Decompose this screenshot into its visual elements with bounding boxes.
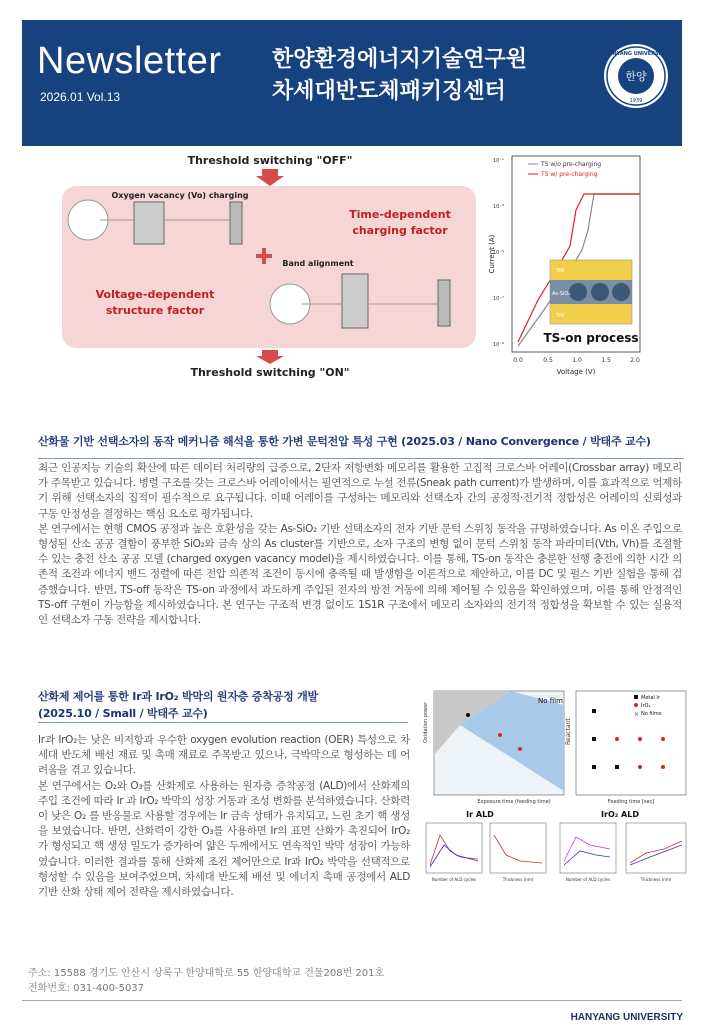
article2-body [38,733,410,900]
oxidation-power-label: Oxidation power [423,701,429,743]
seal-center-text: 한양 [625,70,647,83]
university-seal-logo [602,42,670,110]
y-tick-2: 10⁻³ [492,204,504,210]
x-axis-label: Voltage (V) [556,368,596,376]
header-banner [22,20,682,146]
phone-number: 전화번호: 031-400-5037 [28,983,145,994]
legend-without: TS w/o pre-charging [541,161,602,168]
marker-iro2 [518,747,522,751]
iv-curve-figure [484,150,644,382]
org-name-line1: 한양환경에너지기술연구원 [272,47,528,72]
voltage-dependent-line2: structure factor [105,304,205,317]
inset-cluster [569,283,587,301]
article2-paragraph: Ir과 IrO₂는 낮은 비저항과 우수한 oxygen evolution reaction (OER) 특성으로 차세대 반도체 배선 재료 및 촉매 재료로 주목받고 있으나, 극박막으로 형성하는 데 어려움을 겪고 있습니다. [38,734,410,777]
ir-ald-label: Ir ALD [466,810,494,819]
org-name-line2: 차세대반도체패키징센터 [272,79,506,104]
seal-ring-text: HANYANG UNIVERSITY [604,51,668,57]
issue-number: 2026.01 Vol.13 [40,90,121,104]
ts-on-label: Threshold switching "ON" [190,366,350,378]
legend-iro2: IrO₂ [641,703,651,709]
footer-divider [22,1000,682,1001]
voltage-dependent-line1: Voltage-dependent [95,288,215,301]
y-tick-3: 10⁻⁵ [492,250,504,256]
y-tick-4: 10⁻⁷ [492,296,504,302]
inset-title: TS-on process [543,331,639,345]
iro2-growth-plot [560,823,616,873]
marker-ir [466,713,470,717]
small-axis-label: Thickness (nm) [640,877,672,882]
ald-figure [420,685,690,885]
small-axis-label: Number of ALD cycles [565,877,611,882]
small-axis-label: Thickness (nm) [502,877,534,882]
feeding-time-label: Feeding time [sec] [607,799,655,805]
article2-title-line2: (2025.10 / Small / 박태주 교수) [38,707,208,720]
article2-title-line1: 산화제 제어를 통한 Ir과 IrO₂ 박막의 원자층 증착공정 개발 [38,690,318,703]
article1-paragraph: 본 연구에서는 현행 CMOS 공정과 높은 호환성을 갖는 As-SiO₂ 기반 선택소자의 전자 기반 문턱 스위칭 동작을 규명하였습니다. As 이온 주입으로 형성된 산소 공공 결함이 풍부한 SiO₂와 금속 상의 As cluster를 기반으로, 소자 구조의 변형 없이 문턱 스위칭 동작 파라미터(Vth, Vh)를 조절할 수 있는 충전 산소 공공 모델 (charged oxygen vacancy model)을 제시하였습니다. 이를 통해, TS-on 동작은 충분한 선행 충전에 의한 시간 의존적 조건과 에너지 밴드 정렬에 따른 전압 의존적 조건이 동시에 충족될 때 발생함을 이론적으로 제안하고, 이를 DC 및 펄스 기반 실험을 통해 검증했습니다. 반면, TS-off 동작은 TS-on 과정에서 과도하게 주입된 전자의 방전 거동에 의해 제어될 수 있음을 확인하였으며, 이를 통해 안정적인 TS-off 구현이 가능함을 제시하였습니다. 본 연구는 구조적 변경 없이도 1S1R 구조에서 메모리 소자와의 전기적 정합성을 확보할 수 있는 실용적인 선택소자 구동 전략을 제시합니다. [38,522,682,627]
marker-iro2 [498,733,502,737]
seal-year: 1939 [629,98,643,104]
oxide-layer-bottom [342,274,368,328]
x-tick-1: 0.0 [513,357,523,364]
article1-paragraph: 최근 인공지능 기술의 확산에 따른 데이터 처리량의 급증으로, 2단자 저항변화 메모리를 활용한 고집적 크로스바 어레이(Crossbar array) 메모리가 주목받고 있습니다. 병렬 구조를 갖는 크로스바 어레이에서는 필연적으로 누설 전류(Sneak path current)가 발생하며, 이를 효과적으로 억제하기 위해 선택소자의 집적이 필수적으로 요구됩니다. 이때 어레이를 구성하는 메모리와 선택소자 간의 공정적·전기적 정합성은 어레이의 신뢰성과 구동 안정성을 결정하는 핵심 요소로 평가됩니다. [38,462,682,520]
x-tick-4: 1.5 [601,357,611,364]
footer-contact [28,966,384,996]
electrode-top [230,202,242,244]
y-tick-5: 10⁻⁹ [492,342,504,348]
article1-body [38,461,682,628]
ts-off-label: Threshold switching "OFF" [187,154,353,167]
plus-icon [262,248,266,264]
university-wordmark: HANYANG UNIVERSITY [570,1012,683,1023]
reactant-axis-label: Reactant [565,718,572,745]
x-tick-3: 1.0 [572,357,582,364]
inset-cluster [591,283,609,301]
small-axis-label: Number of ALD cycles [431,877,477,882]
inset-mid-label: As-SiO₂ [552,291,571,297]
article1-title: 산화물 기반 선택소자의 동작 메커니즘 해석을 통한 가변 문턱전압 특성 구현 (2025.03 / Nano Convergence / 박태주 교수) [38,435,651,448]
x-tick-2: 0.5 [543,357,553,364]
article2-rule [38,722,408,723]
ir-resistivity-plot [490,823,546,873]
inset-cluster [612,283,630,301]
oxide-layer-top [134,202,164,244]
svg-text:×: × [634,711,640,718]
legend-no-films: No films [641,711,662,717]
electrode-bottom [438,280,450,326]
no-film-label: No film [538,697,563,705]
iro2-resistivity-plot [626,823,686,873]
exposure-axis-label: Exposure time (feeding time) [477,799,551,805]
down-arrow-icon [256,350,284,364]
band-alignment-label: Band alignment [282,259,354,268]
y-tick-1: 10⁻¹ [492,158,504,164]
legend-metal-ir: Metal Ir [641,695,660,701]
iro2-ald-label: IrO₂ ALD [601,810,639,819]
reactant-plot-panel [576,691,686,795]
x-tick-5: 2.0 [630,357,640,364]
y-axis-label: Current (A) [488,234,496,274]
ts-mechanism-figure [60,150,496,378]
time-dependent-line1: Time-dependent [349,208,451,221]
ir-growth-plot [426,823,482,873]
time-dependent-line2: charging factor [352,224,448,237]
inset-bottom-label: TiN [556,313,565,319]
address: 주소: 15588 경기도 안산시 상록구 한양대학로 55 한양대학교 건물208번 201호 [28,968,385,979]
inset-top-label: TiN [556,268,565,274]
legend-with: TS w/ pre-charging [541,171,598,178]
newsletter-title: Newsletter [37,40,222,82]
article1-rule [38,458,684,459]
down-arrow-icon [256,169,284,186]
charging-label: Oxygen vacancy (Vo) charging [111,191,249,200]
article2-paragraph: 본 연구에서는 O₂와 O₃를 산화제로 사용하는 원자층 증착공정 (ALD)에서 산화제의 주입 조건에 따라 Ir 과 IrO₂ 박막의 성장 거동과 조성 변화를 분석하였습니다. 산화력이 낮은 O₂ 를 반응물로 사용할 경우에는 Ir 금속 상태가 유지되고, 느린 초기 핵 생성을 보였습니다. 반면, 산화력이 강한 O₃를 사용하면 Ir의 표면 산화가 촉진되어 IrO₂가 형성되고 핵 생성 밀도가 증가하여 얇은 두께에서도 연속적인 박막 성장이 가능하였습니다. 이러한 결과를 통해 산화제 조건 제어만으로 Ir과 IrO₂ 박막을 선택적으로 형성할 수 있음을 보여주었으며, 차세대 반도체 배선 및 에너지 촉매 공정에서 ALD 기반 산화 상태 제어 전략을 제시하였습니다. [38,779,410,899]
